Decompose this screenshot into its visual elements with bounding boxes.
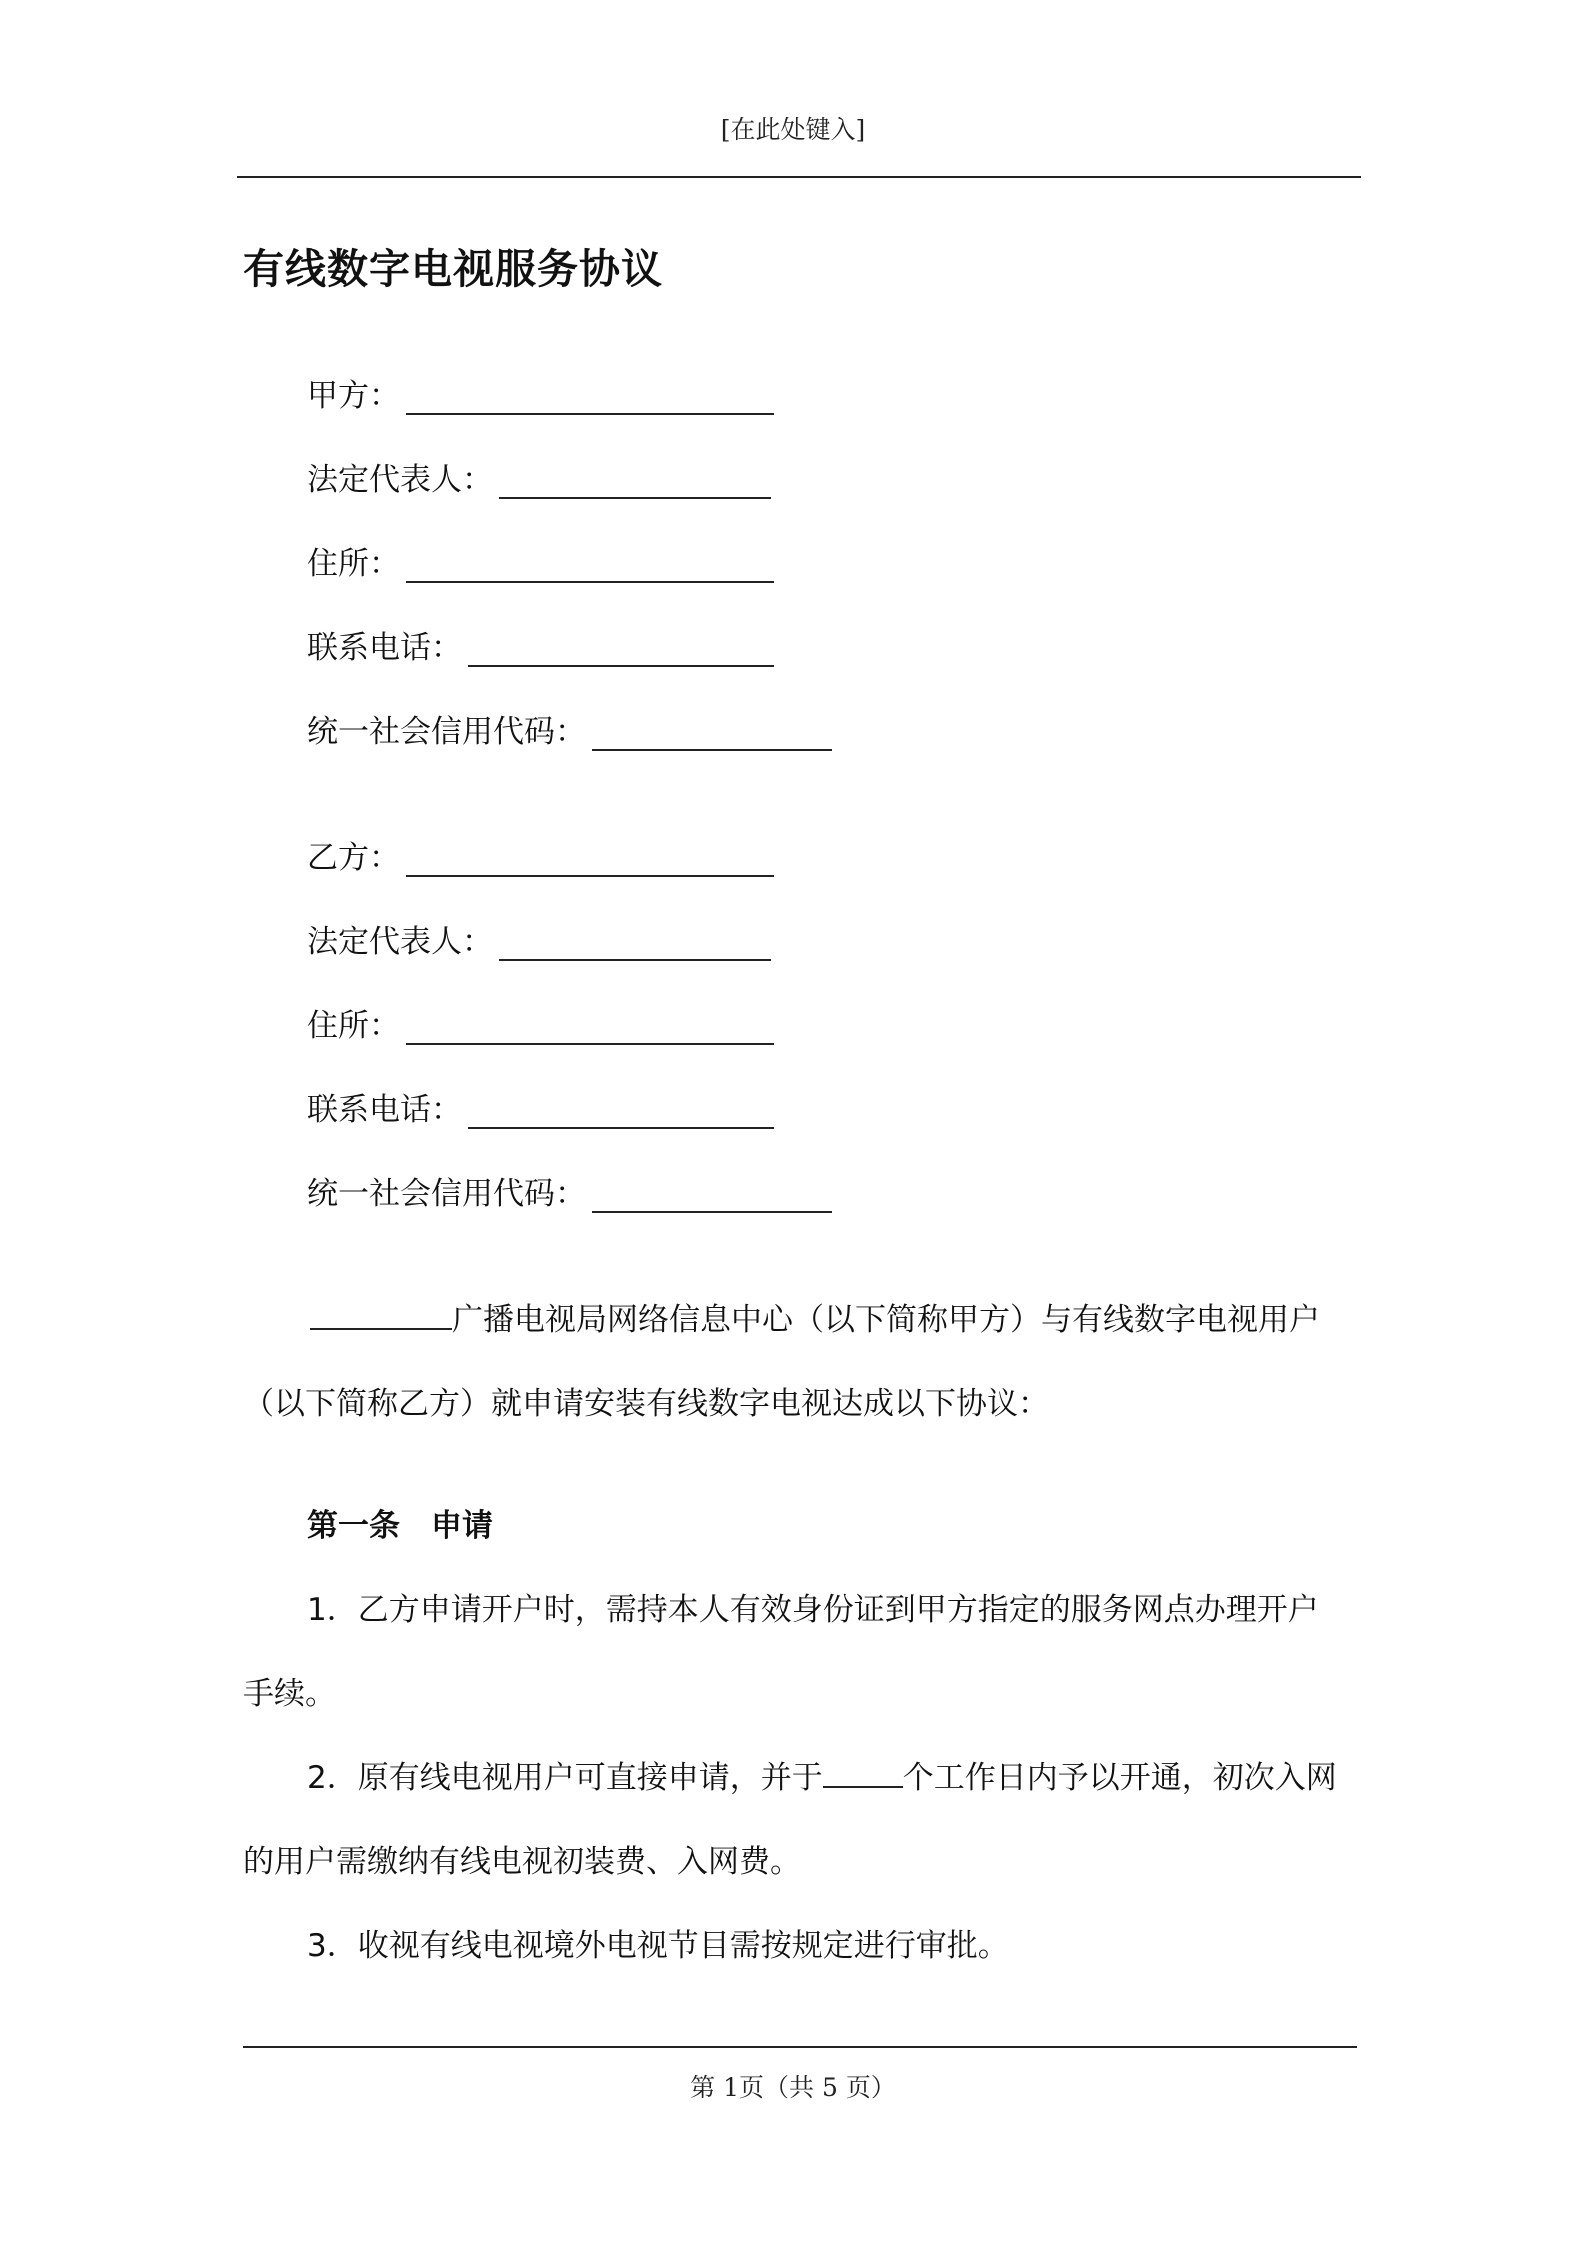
party-b-rep-field — [307, 916, 771, 961]
header-rule — [237, 176, 1361, 178]
party-a-name-label: 甲方： — [307, 378, 400, 414]
footer-rule — [243, 2046, 1357, 2048]
article-1-item-1-line-2: 手续。 — [243, 1676, 336, 1712]
party-b-name-field — [307, 832, 774, 877]
party-a-rep-field — [307, 454, 771, 499]
party-b-phone-field — [307, 1084, 774, 1129]
party-a-rep-blank[interactable] — [499, 463, 771, 499]
party-b-credit-label: 统一社会信用代码： — [307, 1176, 586, 1212]
document-title: 有线数字电视服务协议 — [243, 245, 663, 293]
party-a-address-blank[interactable] — [406, 547, 774, 583]
party-b-name-blank[interactable] — [406, 841, 774, 877]
party-b-rep-label: 法定代表人： — [307, 924, 493, 960]
party-b-rep-blank[interactable] — [499, 925, 771, 961]
party-b-credit-blank[interactable] — [592, 1177, 832, 1213]
party-a-credit-field — [307, 706, 832, 751]
party-b-phone-blank[interactable] — [468, 1093, 774, 1129]
party-b-address-field — [307, 1000, 774, 1045]
party-a-phone-blank[interactable] — [468, 631, 774, 667]
article-1-item-1-line-1: 1．乙方申请开户时，需持本人有效身份证到甲方指定的服务网点办理开户 — [307, 1592, 1319, 1628]
page-header: [在此处键入] — [720, 115, 866, 144]
party-b-address-blank[interactable] — [406, 1009, 774, 1045]
article-1-heading: 第一条 申请 — [307, 1508, 493, 1544]
party-a-phone-label: 联系电话： — [307, 630, 462, 666]
article-1-item-2-line-1 — [307, 1752, 1337, 1797]
party-a-phone-field — [307, 622, 774, 667]
party-a-credit-label: 统一社会信用代码： — [307, 714, 586, 750]
workdays-blank[interactable] — [823, 1756, 903, 1788]
intro-line-1 — [310, 1294, 1320, 1339]
party-a-name-blank[interactable] — [406, 379, 774, 415]
intro-line-1-text: 广播电视局网络信息中心（以下简称甲方）与有线数字电视用户 — [452, 1302, 1320, 1338]
party-a-address-label: 住所： — [307, 546, 400, 582]
bureau-name-blank[interactable] — [310, 1298, 452, 1330]
party-a-credit-blank[interactable] — [592, 715, 832, 751]
party-a-rep-label: 法定代表人： — [307, 462, 493, 498]
article-1-item-2-line-2: 的用户需缴纳有线电视初装费、入网费。 — [243, 1844, 801, 1880]
party-b-credit-field — [307, 1168, 832, 1213]
article-1-item-3: 3．收视有线电视境外电视节目需按规定进行审批。 — [307, 1928, 1009, 1964]
party-a-address-field — [307, 538, 774, 583]
party-b-phone-label: 联系电话： — [307, 1092, 462, 1128]
page-footer: 第 1页（共 5 页） — [690, 2073, 896, 2102]
party-a-name-field — [307, 370, 774, 415]
party-b-address-label: 住所： — [307, 1008, 400, 1044]
intro-line-2: （以下简称乙方）就申请安装有线数字电视达成以下协议： — [243, 1386, 1049, 1422]
article-1-item-2-suffix: 个工作日内予以开通，初次入网 — [902, 1760, 1337, 1796]
article-1-item-2-prefix: 2．原有线电视用户可直接申请，并于 — [307, 1760, 823, 1796]
party-b-name-label: 乙方： — [307, 840, 400, 876]
